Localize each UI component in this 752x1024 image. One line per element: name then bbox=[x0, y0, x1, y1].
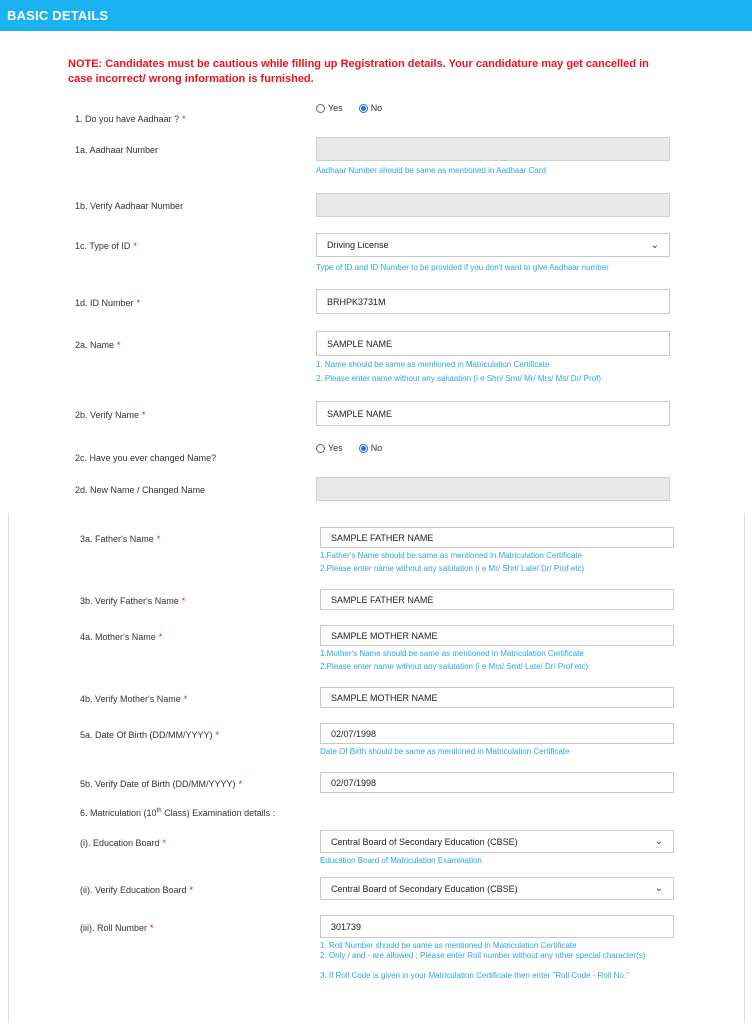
verify-mother-name-label: 4b. Verify Mother's Name * bbox=[80, 694, 188, 704]
aadhaar-help-text: Aadhaar Number should be same as mentioned in Aadhaar Card bbox=[316, 166, 546, 175]
father-help-text-1: 1.Father's Name should be same as mentioned in Matriculation Certificate bbox=[320, 551, 583, 560]
new-name-input[interactable] bbox=[316, 477, 670, 501]
mother-name-label: 4a. Mother's Name * bbox=[80, 632, 163, 642]
name-help-text-2: 2. Please enter name without any salutation (i e Shri/ Smt/ Mr/ Mrs/ Ms/ Dr/ Prof) bbox=[316, 374, 601, 383]
roll-help-text-2: 2. Only / and - are allowed ; Please enter Roll number without any other special character(s) bbox=[320, 951, 646, 960]
father-name-label: 3a. Father's Name * bbox=[80, 534, 161, 544]
aadhaar-no-option[interactable]: No bbox=[359, 103, 383, 113]
roll-help-text-1: 1. Roll Number should be same as mentioned in Matriculation Certificate bbox=[320, 941, 577, 950]
changed-name-question-label: 2c. Have you ever changed Name? bbox=[75, 453, 217, 463]
aadhaar-radio-group bbox=[316, 103, 398, 113]
section-title: BASIC DETAILS bbox=[7, 8, 109, 23]
name-help-text-1: 1. Name should be same as mentioned in Matriculation Certificate bbox=[316, 360, 550, 369]
id-number-input[interactable]: BRHPK3731M bbox=[316, 289, 670, 314]
mother-name-input[interactable]: SAMPLE MOTHER NAME bbox=[320, 625, 674, 646]
verify-dob-label: 5b. Verify Date of Birth (DD/MM/YYYY) * bbox=[80, 779, 243, 789]
father-name-input[interactable]: SAMPLE FATHER NAME bbox=[320, 527, 674, 548]
radio-unchecked-icon bbox=[316, 104, 325, 113]
matriculation-details-heading: 6. Matriculation (10th Class) Examination details : bbox=[80, 808, 276, 818]
roll-number-input[interactable]: 301739 bbox=[320, 915, 674, 938]
chevron-down-icon: ⌄ bbox=[650, 239, 659, 251]
verify-education-board-label: (ii). Verify Education Board * bbox=[80, 885, 194, 895]
chevron-down-icon: ⌄ bbox=[654, 883, 663, 894]
verify-name-input[interactable]: SAMPLE NAME bbox=[316, 401, 670, 426]
education-board-label: (i). Education Board * bbox=[80, 838, 167, 848]
radio-checked-icon bbox=[359, 444, 368, 453]
mother-help-text-1: 1.Mother's Name should be same as mentioned in Matriculation Certificate bbox=[320, 649, 584, 658]
roll-number-label: (iii). Roll Number * bbox=[80, 923, 154, 933]
verify-mother-name-input[interactable]: SAMPLE MOTHER NAME bbox=[320, 687, 674, 708]
father-help-text-2: 2.Please enter name without any salutation (i e Mr/ Shri/ Late/ Dr/ Prof etc) bbox=[320, 564, 585, 573]
section-divider-right bbox=[744, 513, 745, 1023]
type-of-id-select[interactable]: Driving License ⌄ bbox=[316, 233, 670, 257]
dob-input[interactable]: 02/07/1998 bbox=[320, 723, 674, 744]
section-divider-left bbox=[8, 513, 9, 1023]
verify-education-board-select[interactable]: Central Board of Secondary Education (CBSE) ⌄ bbox=[320, 877, 674, 900]
verify-aadhaar-label: 1b. Verify Aadhaar Number bbox=[75, 201, 184, 211]
changed-name-yes-option[interactable]: Yes bbox=[316, 443, 343, 453]
verify-name-label: 2b. Verify Name * bbox=[75, 410, 146, 420]
section-header bbox=[0, 0, 752, 31]
radio-unchecked-icon bbox=[316, 444, 325, 453]
name-input[interactable]: SAMPLE NAME bbox=[316, 331, 670, 356]
education-board-help-text: Education Board of Matriculation Examination bbox=[320, 856, 482, 865]
verify-aadhaar-input[interactable] bbox=[316, 193, 670, 217]
registration-note: NOTE: Candidates must be cautious while filling up Registration details. Your candidature may get cancelled in case incorrect/ wrong information is furnished. bbox=[68, 58, 649, 85]
aadhaar-number-label: 1a. Aadhaar Number bbox=[75, 145, 159, 155]
radio-checked-icon bbox=[359, 104, 368, 113]
chevron-down-icon: ⌄ bbox=[654, 836, 663, 847]
aadhaar-question-label: 1. Do you have Aadhaar ? * bbox=[75, 114, 186, 124]
verify-dob-input[interactable]: 02/07/1998 bbox=[320, 772, 674, 793]
type-of-id-help-text: Type of ID and ID Number to be provided if you don't want to give Aadhaar number bbox=[316, 263, 609, 272]
new-name-label: 2d. New Name / Changed Name bbox=[75, 485, 206, 495]
dob-help-text: Date Of Birth should be same as mentioned in Matriculation Certificate bbox=[320, 747, 570, 756]
education-board-select[interactable]: Central Board of Secondary Education (CBSE) ⌄ bbox=[320, 830, 674, 853]
type-of-id-label: 1c. Type of ID * bbox=[75, 241, 137, 251]
verify-father-name-label: 3b. Verify Father's Name * bbox=[80, 596, 186, 606]
verify-father-name-input[interactable]: SAMPLE FATHER NAME bbox=[320, 589, 674, 610]
dob-label: 5a. Date Of Birth (DD/MM/YYYY) * bbox=[80, 730, 220, 740]
id-number-label: 1d. ID Number * bbox=[75, 298, 141, 308]
roll-help-text-3: 3. If Roll Code is given in your Matriculation Certificate then enter "Roll Code - Roll No." bbox=[320, 971, 629, 980]
aadhaar-number-input[interactable] bbox=[316, 137, 670, 161]
aadhaar-yes-option[interactable]: Yes bbox=[316, 103, 343, 113]
changed-name-no-option[interactable]: No bbox=[359, 443, 383, 453]
changed-name-radio-group bbox=[316, 443, 398, 453]
mother-help-text-2: 2.Please enter name without any salutation (i e Mrs/ Smt/ Late/ Dr/ Prof etc) bbox=[320, 662, 589, 671]
name-label: 2a. Name * bbox=[75, 340, 121, 350]
